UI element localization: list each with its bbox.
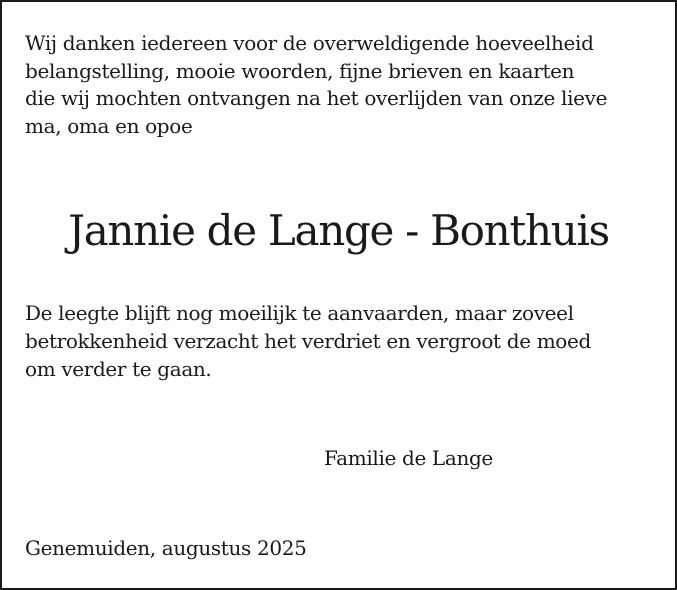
family-signature: Familie de Lange (324, 446, 493, 470)
intro-line: Wij danken iedereen voor de overweldigende hoeveelheid (25, 31, 594, 55)
intro-paragraph (25, 30, 665, 140)
closing-line: De leegte blijft nog moeilijk te aanvaarden, maar zoveel (25, 301, 574, 325)
intro-line: ma, oma en opoe (25, 113, 193, 138)
closing-line: betrokkenheid verzacht het verdriet en vergroot de moed (25, 329, 591, 353)
intro-line: belangstelling, mooie woorden, fijne brieven en kaarten (25, 58, 575, 83)
closing-paragraph (25, 299, 665, 383)
place-and-date: Genemuiden, augustus 2025 (25, 536, 307, 560)
intro-line: die wij mochten ontvangen na het overlijden van onze lieve (25, 86, 608, 110)
deceased-name: Jannie de Lange - Bonthuis (68, 206, 609, 255)
closing-line: om verder te gaan. (25, 357, 212, 381)
